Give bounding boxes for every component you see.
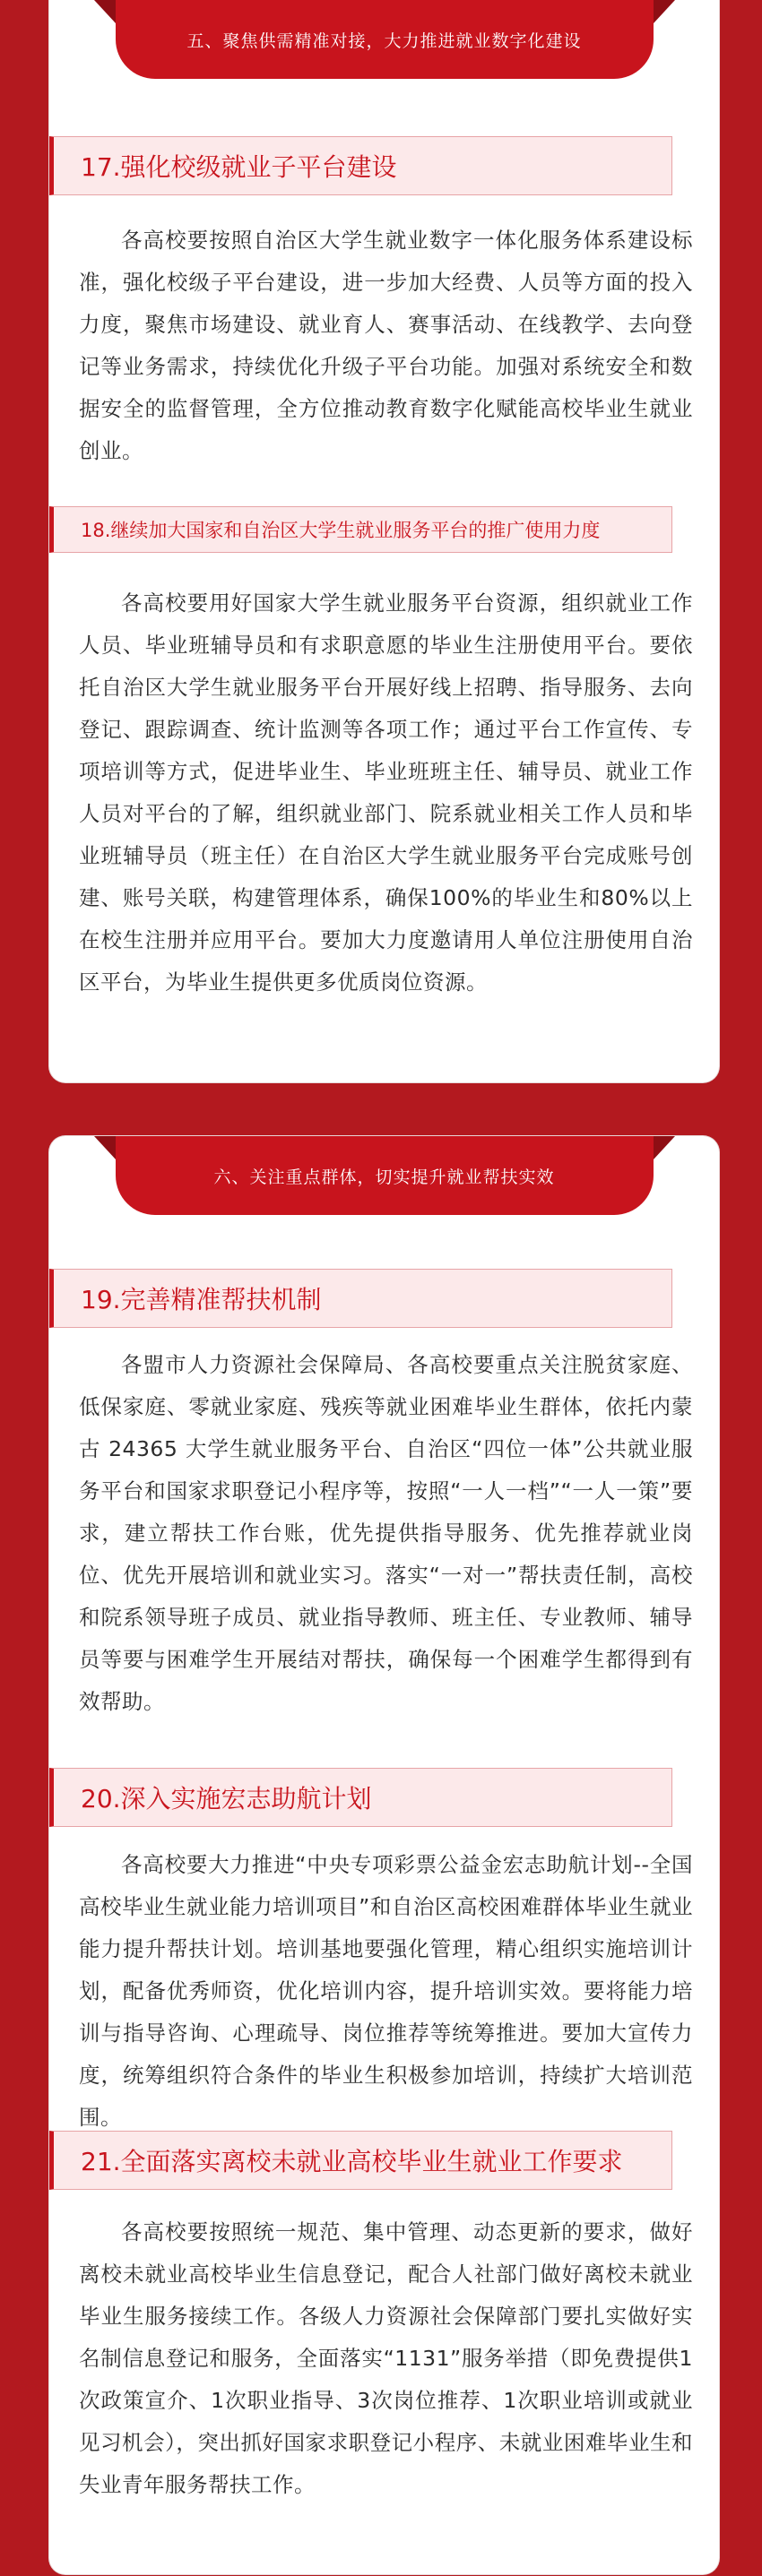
item-20-text: 各高校要大力推进“中央专项彩票公益金宏志助航计划--全国高校毕业生就业能力培训项目”和自治区高校困难群体毕业生就业能力提升帮扶计划。培训基地要强化管理，精心组织实施培训计划，配备优秀师资，优化培训内容，提升培训实效。要将能力培训与指导咨询、心理疏导、岗位推荐等统筹推进。要加大宣传力度，统筹组织符合条件的毕业生积极参加培训，持续扩大培训范围。 <box>79 1852 693 2130</box>
item-20-heading: 20.深入实施宏志助航计划 <box>49 1768 672 1827</box>
item-17-heading: 17.强化校级就业子平台建设 <box>49 136 672 195</box>
item-18-heading: 18.继续加大国家和自治区大学生就业服务平台的推广使用力度 <box>49 506 672 553</box>
section-5-banner: 五、聚焦供需精准对接，大力推进就业数字化建设 <box>116 0 654 79</box>
item-21-heading: 21.全面落实离校未就业高校毕业生就业工作要求 <box>49 2131 672 2190</box>
item-19-text: 各盟市人力资源社会保障局、各高校要重点关注脱贫家庭、低保家庭、零就业家庭、残疾等就业困难毕业生群体，依托内蒙古 24365 大学生就业服务平台、自治区“四位一体”公共就业服务平台和国家求职登记小程序等，按照“一人一档”“一人一策”要求，建立帮扶工作台账，优先提供指导服务、优先推荐就业岗位、优先开展培训和就业实习。落实“一对一”帮扶责任制，高校和院系领导班子成员、就业指导教师、班主任、专业教师、辅导员等要与困难学生开展结对帮扶，确保每一个困难学生都得到有效帮助。 <box>79 1352 693 1714</box>
item-18-text: 各高校要用好国家大学生就业服务平台资源，组织就业工作人员、毕业班辅导员和有求职意愿的毕业生注册使用平台。要依托自治区大学生就业服务平台开展好线上招聘、指导服务、去向登记、跟踪调查、统计监测等各项工作；通过平台工作宣传、专项培训等方式，促进毕业生、毕业班班主任、辅导员、就业工作人员对平台的了解，组织就业部门、院系就业相关工作人员和毕业班辅导员（班主任）在自治区大学生就业服务平台完成账号创建、账号关联，构建管理体系，确保100%的毕业生和80%以上在校生注册并应用平台。要加大力度邀请用人单位注册使用自治区平台，为毕业生提供更多优质岗位资源。 <box>79 590 693 995</box>
item-17-text: 各高校要按照自治区大学生就业数字一体化服务体系建设标准，强化校级子平台建设，进一步加大经费、人员等方面的投入力度，聚焦市场建设、就业育人、赛事活动、在线教学、去向登记等业务需求，持续优化升级子平台功能。加强对系统安全和数据安全的监督管理，全方位推动教育数字化赋能高校毕业生就业创业。 <box>79 228 693 463</box>
item-19-heading: 19.完善精准帮扶机制 <box>49 1269 672 1328</box>
item-21-text: 各高校要按照统一规范、集中管理、动态更新的要求，做好离校未就业高校毕业生信息登记，配合人社部门做好离校未就业毕业生服务接续工作。各级人力资源社会保障部门要扎实做好实名制信息登记和服务，全面落实“1131”服务举措（即免费提供1次政策宣介、1次职业指导、3次岗位推荐、1次职业培训或就业见习机会），突出抓好国家求职登记小程序、未就业困难毕业生和失业青年服务帮扶工作。 <box>79 2219 693 2497</box>
section-6-banner: 六、关注重点群体，切实提升就业帮扶实效 <box>116 1136 654 1215</box>
section-6-card <box>49 1136 719 2574</box>
section-5-card <box>49 0 719 1082</box>
